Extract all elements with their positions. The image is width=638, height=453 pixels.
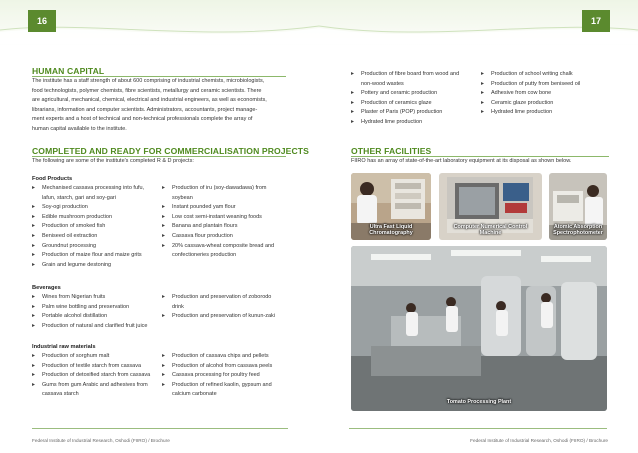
list-item: ▸ Production of cassava chips and pellets [162,352,288,362]
other-facilities-heading: OTHER FACILITIES [351,146,432,156]
human-capital-paragraph [32,77,292,135]
paragraph-line: food technologists, polymer chemists, fibre scientists, metallurgy and ceramic scientists. There [32,87,262,94]
list-item-continuation: soybean [172,194,193,201]
list-item: ▸ Production and preservation of kunun-zaki [162,312,288,322]
page-number: 16 [28,10,56,32]
list-item-continuation: confectioneries production [172,252,237,259]
list-item: ▸ Production of refined kaolin, gypsum and [162,381,288,391]
list-item: ▸ Gums from gum Arabic and adhesives from [32,381,160,391]
list-item: ▸ Production of sorghum malt [32,352,160,362]
list-item: ▸ Production and preservation of zoborodo [162,293,288,303]
caption-line: Atomic Absorption [553,224,603,230]
human-capital-heading: HUMAN CAPITAL [32,66,105,76]
right-page [319,0,638,453]
list-item: ▸ Ceramic glaze production [481,99,611,109]
completed-intro: The following are some of the institute's completed R & D projects: [32,158,194,164]
other-facilities-intro: FIIRO has an array of state-of-the-art laboratory equipment at its disposal as shown below. [351,158,572,164]
page-header-band [0,0,319,46]
industrial-raw-materials-title: Industrial raw materials [32,344,96,350]
list-item: ▸ Plaster of Paris (POP) production [351,108,477,118]
list-item: ▸ Mechanised cassava processing into fufu, [32,184,160,194]
list-item: ▸ Beniseed oil extraction [32,232,160,242]
list-item-continuation: drink [172,303,184,310]
photo-caption [439,224,542,236]
list-item: ▸ Wines from Nigerian fruits [32,293,160,303]
caption-line: Ultra Fast Liquid [369,224,413,230]
products-list-col2 [481,70,611,118]
paragraph-line: librarians, information and computer scientists. Administrators, accountants, project manage- [32,106,258,113]
photo-tomato-processing-plant [351,246,607,411]
list-item: ▸ Production of textile starch from cassava [32,362,160,372]
page-number: 17 [582,10,610,32]
list-item: ▸ Instant pounded yam flour [162,203,288,213]
list-item [32,194,160,204]
list-item: ▸ Production of iru (soy-dawadawa) from [162,184,288,194]
paragraph-line: human capital available to the institute. [32,125,127,132]
caption-line: Chromatography [369,230,413,237]
industrial-list-col1 [32,352,160,400]
list-item: ▸ Production of ceramics glaze [351,99,477,109]
footer-text: Federal Institute of Industrial Research, Oshodi (FIIRO) / Brochure [470,438,608,443]
list-item: ▸ Edible mushroom production [32,213,160,223]
list-item: ▸ Hydrated lime production [481,108,611,118]
list-item [32,390,160,400]
caption-line: Computer Numerical Control [453,224,528,230]
list-item: ▸ Production of maize flour and maize grits [32,251,160,261]
footer-rule [32,428,288,429]
list-item-continuation: cassava starch [42,391,79,398]
list-item: ▸ Production of smoked fish [32,222,160,232]
food-products-list-col1 [32,184,160,270]
list-item: ▸ Hydrated lime production [351,118,477,128]
list-item [162,303,288,313]
plant-photo-image [351,246,607,411]
list-item [162,390,288,400]
list-item-continuation: lafun, starch, gari and soy-gari [42,194,116,201]
list-item-continuation: non-wood wastes [361,80,404,87]
list-item: ▸ Production of fibre board from wood and [351,70,477,80]
list-item: ▸ Palm wine bottling and preservation [32,303,160,313]
paragraph-line: are agricultural, mechanical, chemical, electrical and industrial engineers, as well as economists, [32,97,267,104]
list-item: ▸ Production of detoxified starch from cassava [32,371,160,381]
list-item [162,194,288,204]
list-item: ▸ Soy-ogi production [32,203,160,213]
completed-projects-heading: COMPLETED AND READY FOR COMMERCIALISATION PROJECTS [32,146,309,156]
list-item: ▸ Banana and plantain flours [162,222,288,232]
beverages-list-col2 [162,293,288,322]
paragraph-line: The institute has a staff strength of about 600 comprising of industrial chemists, microbiologists, [32,78,265,84]
list-item: ▸ Groundnut processing [32,242,160,252]
list-item: ▸ Production of natural and clarified fruit juice [32,322,160,332]
list-item: ▸ Cassava processing for poultry feed [162,371,288,381]
food-products-list-col2 [162,184,288,261]
paragraph-line: ment experts and a host of technical and non-technical professionals complete the array of [32,116,253,123]
list-item: ▸ Cassava flour production [162,232,288,242]
food-products-title: Food Products [32,176,73,182]
list-item: ▸ Portable alcohol distillation [32,312,160,322]
products-list-col1 [351,70,477,128]
list-item: ▸ Pottery and ceramic production [351,89,477,99]
list-item: ▸ Adhesive from cow bone [481,89,611,99]
list-item-continuation: calcium carbonate [172,391,217,398]
photo-caption [549,224,607,236]
beverages-title: Beverages [32,285,61,291]
footer-text: Federal Institute of Industrial Research, Oshodi (FIIRO) / Brochure [32,438,170,443]
list-item [162,251,288,261]
caption-line: Machine [479,230,502,237]
list-item: ▸ Production of school writing chalk [481,70,611,80]
list-item: ▸ Production of putty from beniseed oil [481,80,611,90]
photo-caption: Tomato Processing Plant [446,399,512,405]
footer-rule [349,428,607,429]
caption-line: Spectrophotometer [553,230,603,237]
industrial-list-col2 [162,352,288,400]
photo-caption [351,224,431,236]
list-item: ▸ 20% cassava-wheat composite bread and [162,242,288,252]
list-item: ▸ Production of alcohol from cassava peels [162,362,288,372]
beverages-list-col1 [32,293,160,331]
list-item: ▸ Grain and legume destoning [32,261,160,271]
list-item: ▸ Low cost semi-instant weaning foods [162,213,288,223]
list-item [351,80,477,90]
page-header-band [319,0,638,46]
